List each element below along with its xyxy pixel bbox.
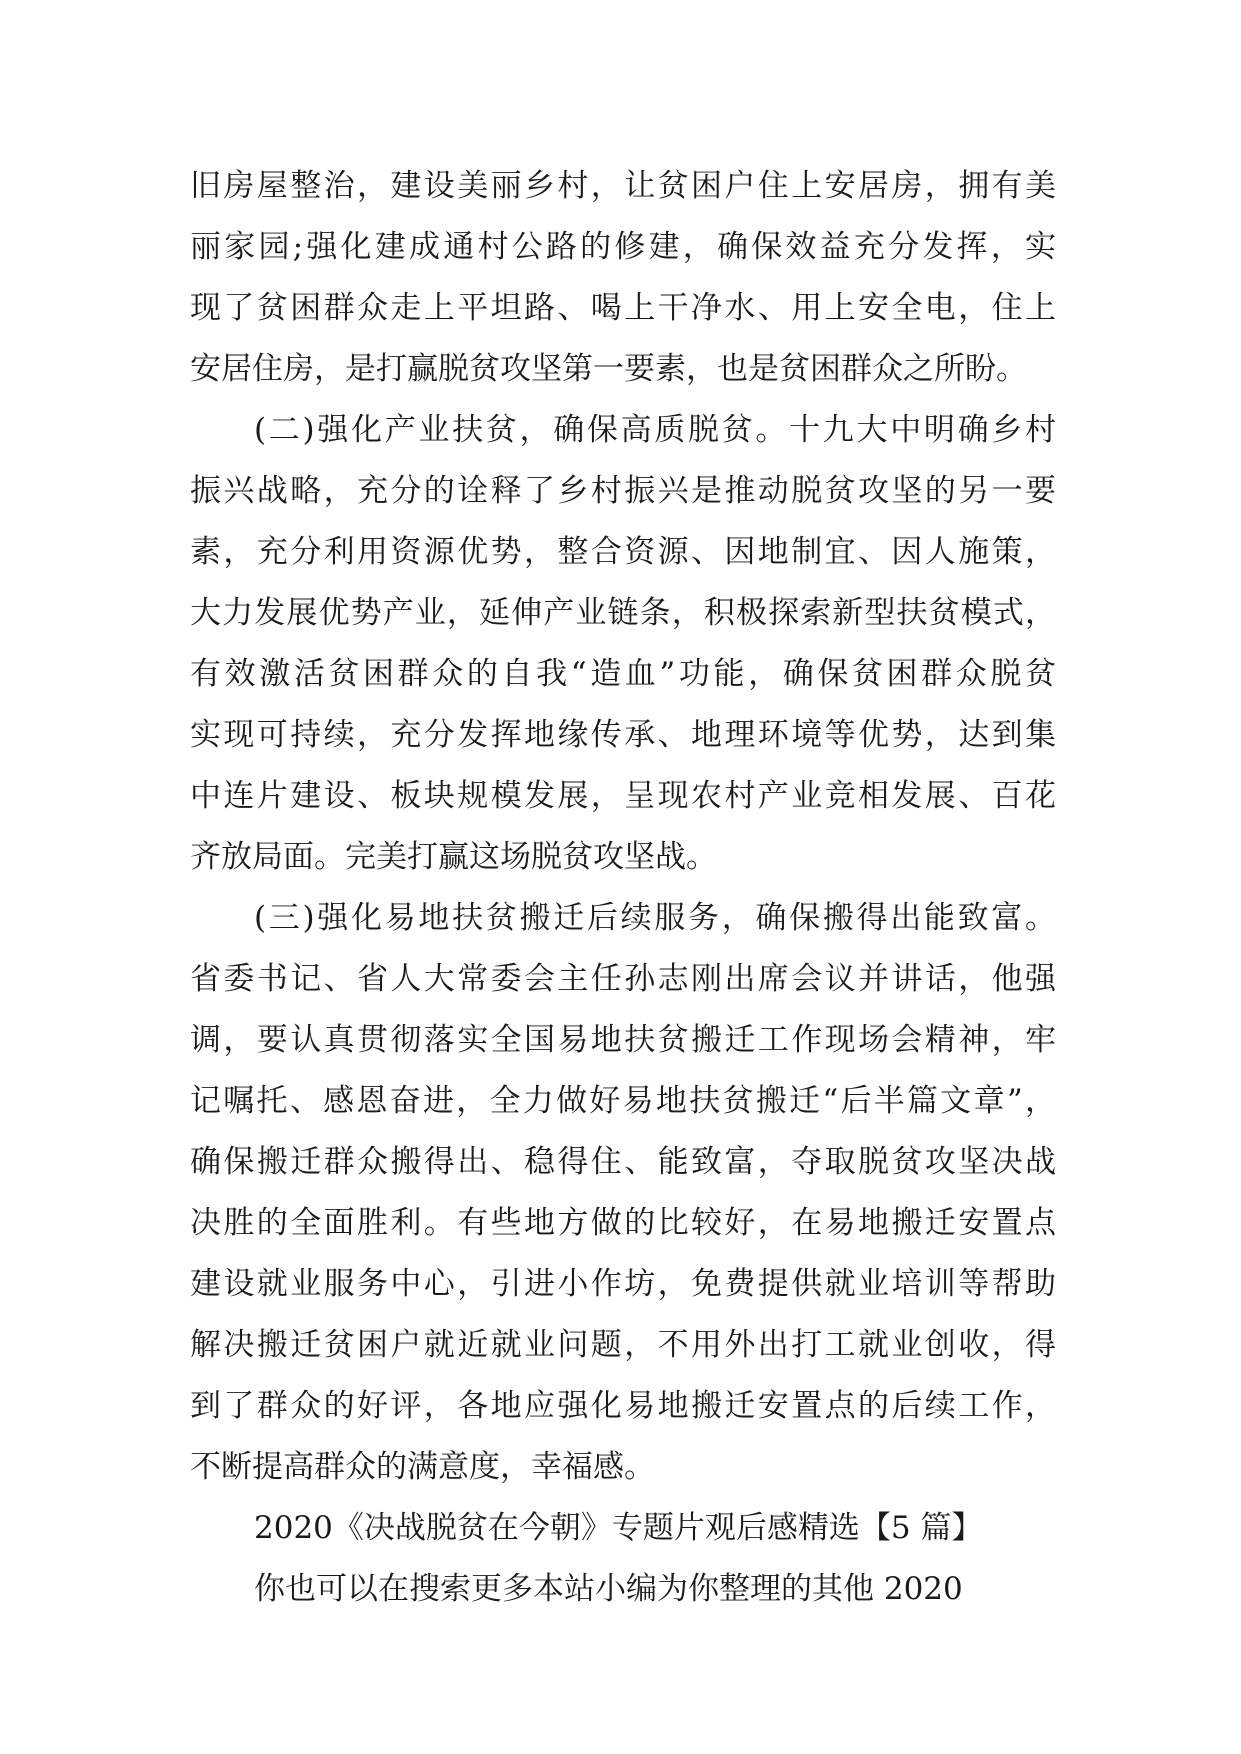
text-line: 决胜的全面胜利。有些地方做的比较好，在易地搬迁安置点 — [190, 1205, 1056, 1241]
document-body — [190, 156, 1056, 1620]
text-line: 省委书记、省人大常委会主任孙志刚出席会议并讲话，他强 — [190, 961, 1056, 997]
text-line: 确保搬迁群众搬得出、稳得住、能致富，夺取脱贫攻坚决战 — [190, 1144, 1056, 1180]
text-line: 丽家园;强化建成通村公路的修建，确保效益充分发挥，实 — [190, 229, 1056, 265]
article-title-line: 2020《决战脱贫在今朝》专题片观后感精选【5 篇】 — [254, 1510, 983, 1546]
text-line: 建设就业服务中心，引进小作坊，免费提供就业培训等帮助 — [190, 1266, 1056, 1302]
text-line: 实现可持续，充分发挥地缘传承、地理环境等优势，达到集 — [190, 717, 1056, 753]
text-line: 旧房屋整治，建设美丽乡村，让贫困户住上安居房，拥有美 — [190, 168, 1056, 204]
paragraph-heading-line: (二)强化产业扶贫，确保高质脱贫。十九大中明确乡村 — [254, 412, 1056, 448]
text-line: 记嘱托、感恩奋进，全力做好易地扶贫搬迁“后半篇文章”， — [190, 1083, 1056, 1119]
text-line: 调，要认真贯彻落实全国易地扶贫搬迁工作现场会精神，牢 — [190, 1022, 1056, 1058]
paragraph-heading-line: (三)强化易地扶贫搬迁后续服务，确保搬得出能致富。 — [254, 900, 1056, 936]
text-line: 振兴战略，充分的诠释了乡村振兴是推动脱贫攻坚的另一要 — [190, 473, 1056, 509]
text-line: 现了贫困群众走上平坦路、喝上干净水、用上安全电，住上 — [190, 290, 1056, 326]
text-line: 有效激活贫困群众的自我“造血”功能，确保贫困群众脱贫 — [190, 656, 1056, 692]
text-line: 不断提高群众的满意度，幸福感。 — [190, 1449, 655, 1485]
text-line: 解决搬迁贫困户就近就业问题，不用外出打工就业创收，得 — [190, 1327, 1056, 1363]
text-line: 齐放局面。完美打赢这场脱贫攻坚战。 — [190, 839, 717, 875]
text-line: 大力发展优势产业，延伸产业链条，积极探索新型扶贫模式， — [190, 595, 1056, 631]
text-line: 素，充分利用资源优势，整合资源、因地制宜、因人施策， — [190, 534, 1056, 570]
text-line: 到了群众的好评，各地应强化易地搬迁安置点的后续工作， — [190, 1388, 1056, 1424]
text-line: 你也可以在搜索更多本站小编为你整理的其他 2020 — [254, 1571, 963, 1607]
text-line: 中连片建设、板块规模发展，呈现农村产业竞相发展、百花 — [190, 778, 1056, 814]
text-line: 安居住房，是打赢脱贫攻坚第一要素，也是贫困群众之所盼。 — [190, 351, 1027, 387]
